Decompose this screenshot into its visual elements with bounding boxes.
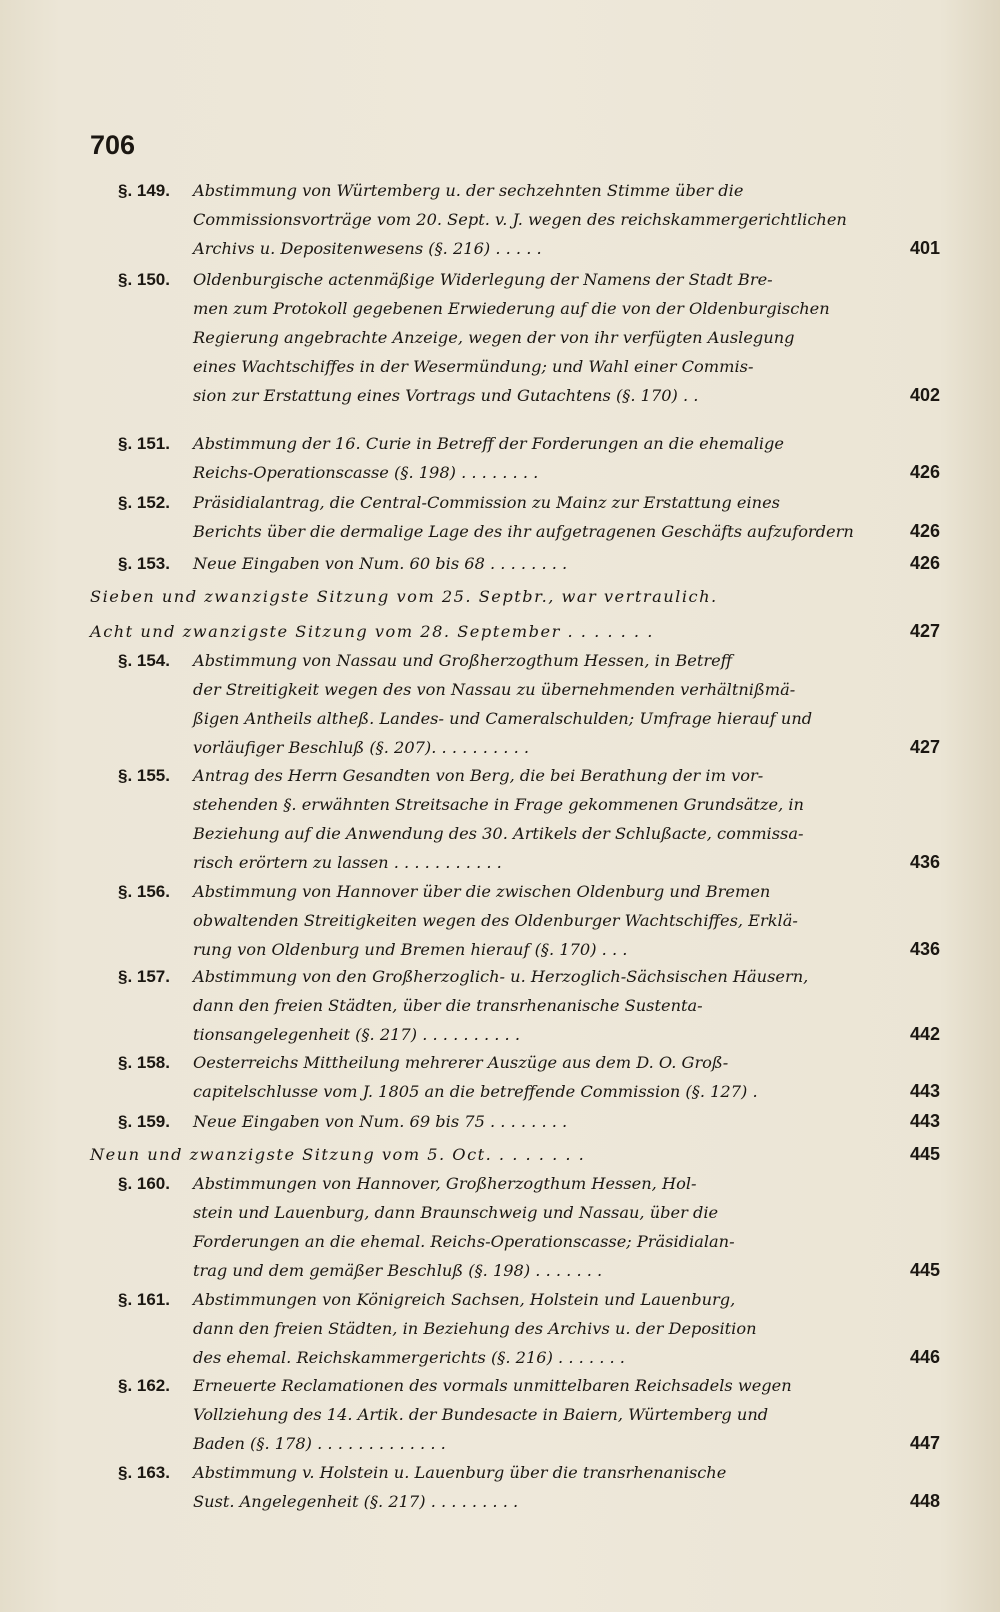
section-number: §. 160. — [118, 1174, 170, 1193]
entry-line: Neue Eingaben von Num. 60 bis 68 . . . . . . . . — [193, 554, 568, 573]
entry-line: stein und Lauenburg, dann Braunschweig und Nassau, über die — [193, 1203, 719, 1222]
session-title: Acht und zwanzigste Sitzung vom 28. September . . . . . . . — [90, 622, 654, 641]
entry-text — [193, 646, 873, 762]
page-reference: 401 — [909, 238, 940, 258]
entry-line: Oldenburgische actenmäßige Widerlegung der Namens der Stadt Bre- — [193, 270, 773, 289]
page-reference: 436 — [909, 852, 940, 872]
entry-line: Baden (§. 178) . . . . . . . . . . . . . — [193, 1434, 446, 1453]
entry-line: des ehemal. Reichskammergerichts (§. 216) . . . . . . . — [193, 1348, 625, 1367]
section-number: §. 152. — [118, 493, 170, 512]
entry-line: Regierung angebrachte Anzeige, wegen der von ihr verfügten Auslegung — [193, 328, 795, 347]
entry-line: tionsangelegenheit (§. 217) . . . . . . . . . . — [193, 1025, 520, 1044]
entry-text — [193, 1107, 873, 1136]
entry-line: Erneuerte Reclamationen des vormals unmittelbaren Reichsadels wegen — [193, 1376, 792, 1395]
entry-text — [193, 962, 873, 1049]
page-reference: 447 — [909, 1433, 940, 1453]
entry-line: Abstimmung von den Großherzoglich- u. Herzoglich-Sächsischen Häusern, — [193, 967, 809, 986]
session-title: Sieben und zwanzigste Sitzung vom 25. Septbr., war vertraulich. — [90, 587, 718, 606]
entry-line: Vollziehung des 14. Artik. der Bundesacte in Baiern, Würtemberg und — [193, 1405, 769, 1424]
page-reference: 448 — [909, 1491, 940, 1511]
entry-line: stehenden §. erwähnten Streitsache in Frage gekommenen Grundsätze, in — [193, 795, 804, 814]
section-number: §. 161. — [118, 1290, 170, 1309]
entry-text — [193, 877, 873, 964]
entry-line: Abstimmung von Würtemberg u. der sechzehnten Stimme über die — [193, 181, 744, 200]
entry-line: Sust. Angelegenheit (§. 217) . . . . . . . . . — [193, 1492, 519, 1511]
entry-line: Abstimmungen von Hannover, Großherzogthum Hessen, Hol- — [193, 1174, 697, 1193]
page-reference: 443 — [909, 1081, 940, 1101]
page-reference: 427 — [909, 737, 940, 757]
entry-line: Abstimmung v. Holstein u. Lauenburg über die transrhenanische — [193, 1463, 727, 1482]
page-reference: 427 — [909, 621, 940, 641]
section-number: §. 151. — [118, 434, 170, 453]
entry-line: vorläufiger Beschluß (§. 207). . . . . . . . . . — [193, 738, 530, 757]
section-number: §. 157. — [118, 967, 170, 986]
entry-text — [193, 1371, 873, 1458]
entry-line: men zum Protokoll gegebenen Erwiederung auf die von der Oldenburgischen — [193, 299, 830, 318]
session-title: Neun und zwanzigste Sitzung vom 5. Oct. . . . . . . . — [90, 1145, 586, 1164]
entry-text — [193, 429, 873, 487]
section-number: §. 150. — [118, 270, 170, 289]
entry-line: Abstimmung von Hannover über die zwischen Oldenburg und Bremen — [193, 882, 771, 901]
entry-text — [193, 1169, 873, 1285]
page-reference: 445 — [909, 1144, 940, 1164]
entry-text — [193, 176, 873, 263]
page-reference: 402 — [909, 385, 940, 405]
entry-text — [193, 761, 873, 877]
entry-text — [193, 1458, 873, 1516]
entry-line: Reichs-Operationscasse (§. 198) . . . . . . . . — [193, 463, 539, 482]
section-number: §. 162. — [118, 1376, 170, 1395]
entry-line: Berichts über die dermalige Lage des ihr aufgetragenen Geschäfts aufzufordern — [193, 522, 854, 541]
entry-line: der Streitigkeit wegen des von Nassau zu übernehmenden verhältnißmä- — [193, 680, 796, 699]
entry-line: Abstimmung von Nassau und Großherzogthum Hessen, in Betreff — [193, 651, 733, 670]
section-number: §. 156. — [118, 882, 170, 901]
section-number: §. 159. — [118, 1112, 170, 1131]
entry-text — [193, 265, 873, 410]
page-reference: 442 — [909, 1024, 940, 1044]
section-number: §. 149. — [118, 181, 170, 200]
entry-line: Beziehung auf die Anwendung des 30. Artikels der Schlußacte, commissa- — [193, 824, 804, 843]
entry-line: Oesterreichs Mittheilung mehrerer Auszüge aus dem D. O. Groß- — [193, 1053, 729, 1072]
entry-line: capitelschlusse vom J. 1805 an die betreffende Commission (§. 127) . — [193, 1082, 758, 1101]
entry-line: ßigen Antheils altheß. Landes- und Cameralschulden; Umfrage hierauf und — [193, 709, 813, 728]
entry-line: Abstimmungen von Königreich Sachsen, Holstein und Lauenburg, — [193, 1290, 736, 1309]
section-number: §. 163. — [118, 1463, 170, 1482]
entry-line: sion zur Erstattung eines Vortrags und Gutachtens (§. 170) . . — [193, 386, 699, 405]
page-reference: 446 — [909, 1347, 940, 1367]
section-number: §. 155. — [118, 766, 170, 785]
entry-line: Neue Eingaben von Num. 69 bis 75 . . . . . . . . — [193, 1112, 568, 1131]
entry-line: trag und dem gemäßer Beschluß (§. 198) . . . . . . . — [193, 1261, 603, 1280]
entry-line: dann den freien Städten, in Beziehung des Archivs u. der Deposition — [193, 1319, 757, 1338]
entry-line: risch erörtern zu lassen . . . . . . . . . . . — [193, 853, 502, 872]
page-reference: 436 — [909, 939, 940, 959]
entry-text — [193, 549, 873, 578]
entry-line: Forderungen an die ehemal. Reichs-Operationscasse; Präsidialan- — [193, 1232, 735, 1251]
entry-text — [193, 1048, 873, 1106]
page-reference: 426 — [909, 553, 940, 573]
entry-text — [193, 1285, 873, 1372]
entry-line: rung von Oldenburg und Bremen hierauf (§. 170) . . . — [193, 940, 628, 959]
page-reference: 426 — [909, 521, 940, 541]
entry-line: Antrag des Herrn Gesandten von Berg, die bei Berathung der im vor- — [193, 766, 764, 785]
page-number: 706 — [90, 130, 136, 160]
section-number: §. 158. — [118, 1053, 170, 1072]
entry-line: eines Wachtschiffes in der Wesermündung; und Wahl einer Commis- — [193, 357, 754, 376]
section-number: §. 153. — [118, 554, 170, 573]
entry-line: dann den freien Städten, über die transrhenanische Sustenta- — [193, 996, 703, 1015]
page-reference: 443 — [909, 1111, 940, 1131]
section-number: §. 154. — [118, 651, 170, 670]
entry-line: Präsidialantrag, die Central-Commission zu Mainz zur Erstattung eines — [193, 493, 780, 512]
entry-text — [193, 488, 873, 546]
entry-line: obwaltenden Streitigkeiten wegen des Oldenburger Wachtschiffes, Erklä- — [193, 911, 798, 930]
page-reference: 426 — [909, 462, 940, 482]
entry-line: Archivs u. Depositenwesens (§. 216) . . . . . — [193, 239, 542, 258]
entry-line: Commissionsvorträge vom 20. Sept. v. J. wegen des reichskammergerichtlichen — [193, 210, 847, 229]
page-reference: 445 — [909, 1260, 940, 1280]
entry-line: Abstimmung der 16. Curie in Betreff der Forderungen an die ehemalige — [193, 434, 784, 453]
